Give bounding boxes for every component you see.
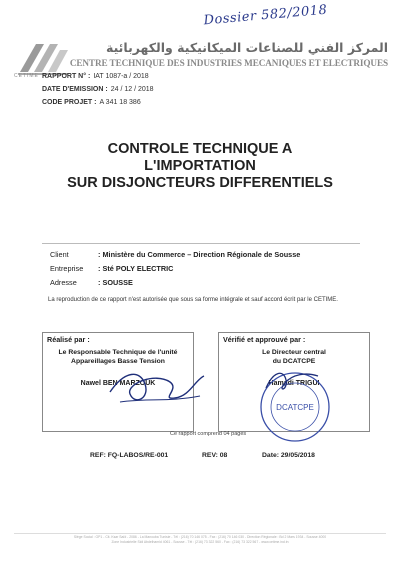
code-value: A 341 18 386 [99, 99, 141, 106]
stamp-text: DCATCPE [276, 403, 314, 412]
entreprise-row [50, 264, 173, 273]
signature-right [262, 366, 322, 396]
footer-rev: REV: 08 [202, 452, 228, 459]
adresse-value: : SOUSSE [98, 278, 133, 287]
date-label: DATE D'EMISSION : [42, 86, 108, 93]
client-label: Client [50, 250, 69, 259]
realise-person: Nawel BEN MARZOUK [80, 380, 156, 387]
realise-role-line-2: Appareillages Basse Tension [71, 357, 165, 365]
report-meta [42, 70, 154, 109]
adresse-row [50, 278, 133, 287]
address-line-1: Siège Social : GP1 - Cit. Ksar Saïd - 2086 - La Manouba Tunisie - Tél : (216) 70 146 075 - Fax : (216) 70 146 030 - Direction Régionale : Bd 2 Mars 1934 - Sousse 4000 [73, 535, 327, 539]
address-line-2: Zone Industrielle Sidi Abdelhamid 4061 - Sousse - Tél : (216) 73 322 560 - Fax : (216) 73 322 567 - www.cetime.ind.tn [111, 540, 289, 544]
verifie-person: Hamadi TRIGUI [268, 380, 320, 387]
reproduction-notice: La reproduction de ce rapport n'est autorisée que sous sa forme intégrale et sauf accord écrit par le CETIME. [48, 297, 338, 303]
code-label: CODE PROJET : [42, 99, 97, 106]
verifie-role-line-2: du DCATCPE [272, 357, 316, 365]
entreprise-label: Entreprise [50, 264, 84, 273]
footer-ref: REF: FQ-LABOS/RE-001 [90, 452, 169, 459]
signature-left [100, 362, 210, 412]
title-line-1: CONTROLE TECHNIQUE A [107, 141, 293, 157]
french-org-name: CENTRE TECHNIQUE DES INDUSTRIES MECANIQUES ET ELECTRIQUES [69, 58, 388, 68]
handwritten-dossier-note [203, 0, 375, 43]
entreprise-value: : Sté POLY ELECTRIC [98, 264, 174, 273]
title-line-2: L'IMPORTATION [144, 158, 256, 174]
client-info-box [42, 243, 360, 291]
rapport-value: IAT 1087-a / 2018 [93, 73, 149, 80]
bottom-rule [14, 533, 386, 534]
adresse-label: Adresse [50, 278, 77, 287]
realise-role-line-1: Le Responsable Technique de l'unité [58, 349, 178, 356]
bottom-address [10, 535, 390, 545]
code-row [42, 96, 154, 109]
verifie-role-line-1: Le Directeur central [262, 349, 326, 356]
client-value: : Ministère du Commerce – Direction Régionale de Sousse [98, 250, 301, 259]
arabic-org-name: المركز الفني للصناعات الميكانيكية والكهربائية [106, 40, 388, 55]
page-count: Ce rapport comprend 04 pages [170, 431, 247, 437]
logo-caption: CETIME [14, 73, 39, 79]
handwritten-text: Dossier 582/2018 [203, 2, 328, 29]
date-value: 24 / 12 / 2018 [110, 86, 154, 93]
footer-date: Date: 29/05/2018 [262, 452, 315, 459]
verifie-heading: Vérifié et approuvé par : [223, 335, 306, 344]
document-title [40, 141, 360, 192]
realise-heading: Réalisé par : [47, 335, 90, 344]
title-line-3: SUR DISJONCTEURS DIFFERENTIELS [67, 175, 333, 191]
rapport-row [42, 70, 154, 83]
rapport-label: RAPPORT N° : [42, 73, 91, 80]
verifie-role [219, 349, 369, 366]
client-row [50, 250, 300, 259]
date-row [42, 83, 154, 96]
